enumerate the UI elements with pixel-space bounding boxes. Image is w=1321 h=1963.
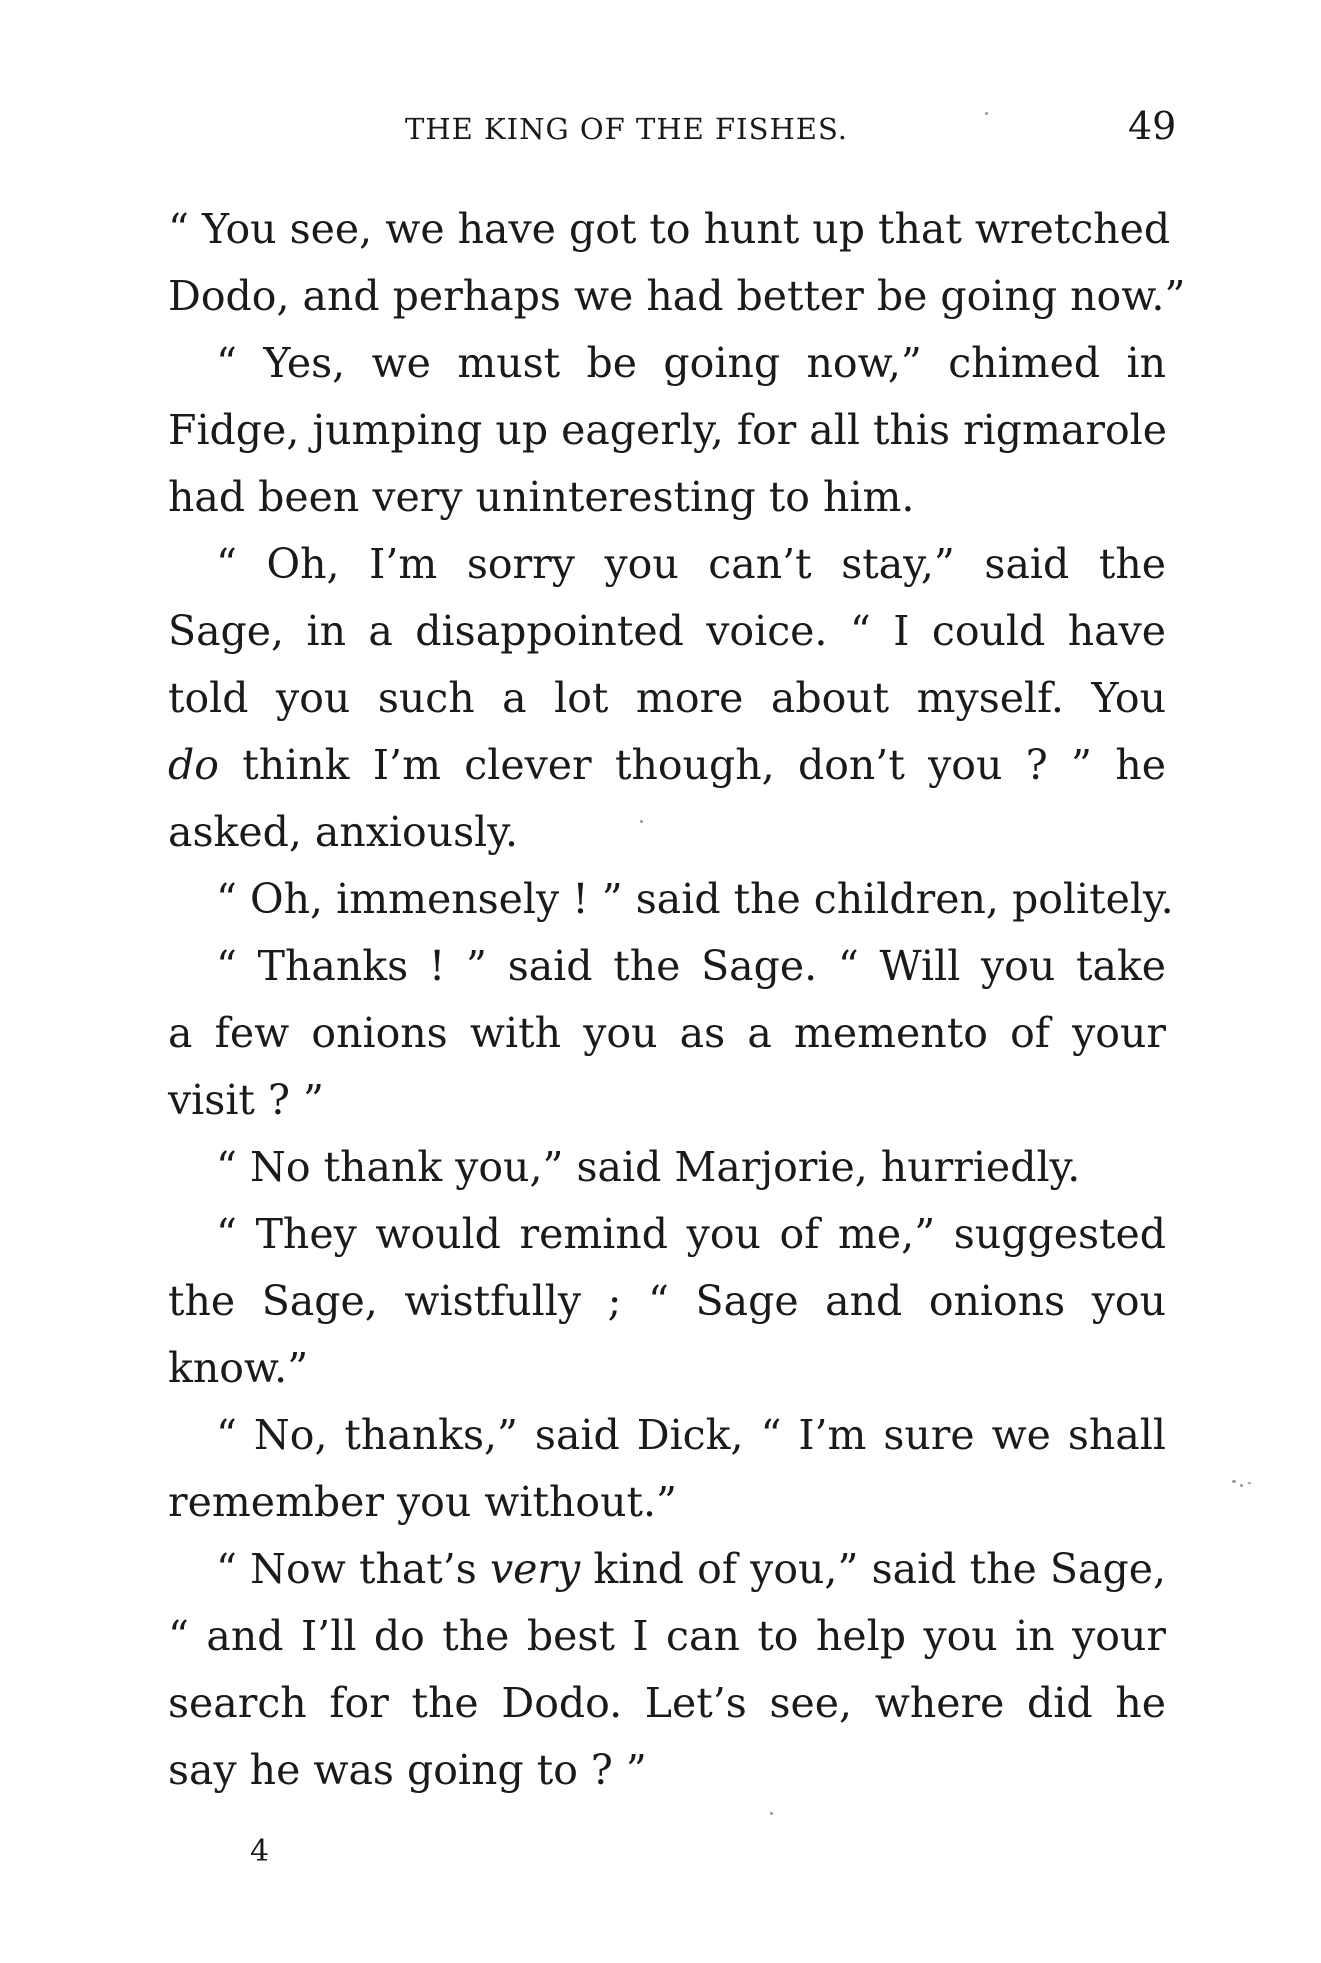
scan-speck [1240,1484,1243,1487]
text-line-20: remember you without.” [168,1478,677,1526]
text-line-10: asked, anxiously. [168,808,518,856]
scan-speck [985,112,988,115]
page-number: 49 [1128,104,1177,148]
text-line-6: “ Oh, I’m sorry you can’t stay,” said the [216,540,1166,588]
emphasis: do [168,741,219,789]
text-line-23: search for the Dodo. Let’s see, where did he [168,1679,1166,1727]
text-line-15: “ No thank you,” said Marjorie, hurriedly. [216,1143,1081,1191]
scan-speck [1248,1482,1251,1484]
text-line-16: “ They would remind you of me,” suggested [216,1210,1166,1258]
text-line-1: “ You see, we have got to hunt up that wretched [168,205,1171,253]
body-text [168,196,1186,1804]
text-line-21: “ Now that’s very kind of you,” said the Sage, [216,1545,1166,1593]
text-line-18: know.” [168,1344,309,1392]
text-line-14: visit ? ” [168,1076,324,1124]
text-line-8: told you such a lot more about myself. You [168,674,1166,722]
text-line-11: “ Oh, immensely ! ” said the children, politely. [216,875,1174,923]
text-line-2: Dodo, and perhaps we had better be going now.” [168,272,1186,320]
text-line-3: “ Yes, we must be going now,” chimed in [216,339,1166,387]
text-line-13: a few onions with you as a memento of your [168,1009,1166,1057]
scan-speck [640,820,643,823]
text-line-24: say he was going to ? ” [168,1746,647,1794]
text-line-7: Sage, in a disappointed voice. “ I could have [168,607,1166,655]
text-line-12: “ Thanks ! ” said the Sage. “ Will you take [216,942,1166,990]
text-line-9: do think I’m clever though, don’t you ? ” he [168,741,1166,789]
running-title: THE KING OF THE FISHES. [405,112,848,146]
emphasis: very [490,1545,581,1593]
scan-speck [770,1812,773,1815]
scan-speck [1232,1480,1236,1483]
text-line-4: Fidge, jumping up eagerly, for all this rigmarole [168,406,1168,454]
text-line-22: “ and I’ll do the best I can to help you in your [168,1612,1166,1660]
signature-mark: 4 [250,1834,270,1869]
text-line-5: had been very uninteresting to him. [168,473,915,521]
text-line-17: the Sage, wistfully ; “ Sage and onions you [168,1277,1166,1325]
text-line-19: “ No, thanks,” said Dick, “ I’m sure we shall [216,1411,1166,1459]
